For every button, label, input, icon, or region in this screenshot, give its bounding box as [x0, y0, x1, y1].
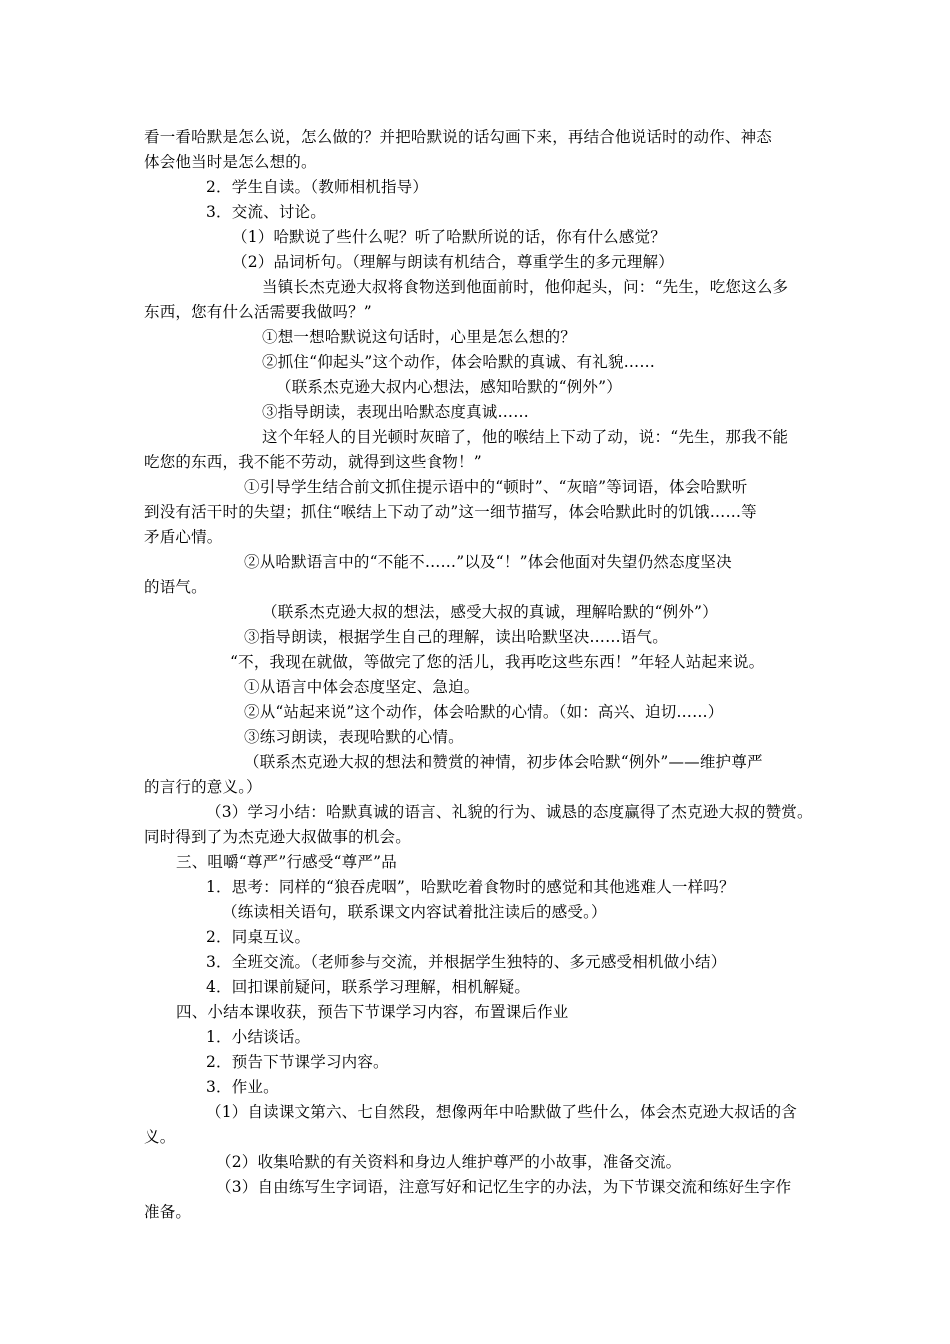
text-line: ②抓住“仰起头”这个动作，体会哈默的真诚、有礼貌…… [262, 353, 656, 371]
text-line: 2．预告下节课学习内容。 [206, 1053, 389, 1071]
text-line: 3．全班交流。（老师参与交流，并根据学生独特的、多元感受相机做小结） [206, 953, 727, 971]
text-line: 的语气。 [144, 578, 207, 596]
text-line: 东西，您有什么活需要我做吗？” [144, 303, 372, 321]
text-line: 2．同桌互议。 [206, 928, 311, 946]
text-line: （练读相关语句，联系课文内容试着批注读后的感受。） [222, 903, 607, 921]
text-line: 看一看哈默是怎么说，怎么做的？并把哈默说的话勾画下来，再结合他说话时的动作、神态 [144, 128, 773, 146]
text-line: （联系杰克逊大叔的想法和赞赏的神情，初步体会哈默“例外”——维护尊严 [244, 753, 763, 771]
text-line: ②从哈默语言中的“不能不……”以及“！”体会他面对失望仍然态度坚决 [244, 553, 732, 571]
text-line: （3）学习小结：哈默真诚的语言、礼貌的行为、诚恳的态度赢得了杰克逊大叔的赞赏。 [206, 803, 813, 821]
text-line: 1．思考：同样的“狼吞虎咽”，哈默吃着食物时的感觉和其他逃难人一样吗？ [206, 878, 735, 896]
text-line: “不，我现在就做，等做完了您的活儿，我再吃这些东西！”年轻人站起来说。 [230, 653, 765, 671]
text-line: 准备。 [144, 1203, 192, 1221]
text-line: 矛盾心情。 [144, 528, 223, 546]
text-line: 2．学生自读。（教师相机指导） [206, 178, 429, 196]
text-line: （联系杰克逊大叔的想法，感受大叔的真诚，理解哈默的“例外”） [262, 603, 718, 621]
text-line: ③指导朗读，根据学生自己的理解，读出哈默坚决……语气。 [244, 628, 668, 646]
text-line: 这个年轻人的目光顿时灰暗了，他的喉结上下动了动，说：“先生，那我不能 [262, 428, 789, 446]
text-line: ③指导朗读，表现出哈默态度真诚…… [262, 403, 529, 421]
text-line: 到没有活干时的失望；抓住“喉结上下动了动”这一细节描写，体会哈默此时的饥饿……等 [144, 503, 757, 521]
text-line: （1）哈默说了些什么呢？听了哈默所说的话，你有什么感觉？ [232, 228, 666, 246]
text-line: 义。 [144, 1128, 176, 1146]
text-line: 4．回扣课前疑问，联系学习理解，相机解疑。 [206, 978, 531, 996]
text-line: （2）品词析句。（理解与朗读有机结合，尊重学生的多元理解） [232, 253, 674, 271]
text-line: （1）自读课文第六、七自然段，想像两年中哈默做了些什么，体会杰克逊大叔话的含 [206, 1103, 797, 1121]
section-heading: 三、咀嚼“尊严”行感受“尊严”品 [176, 853, 397, 871]
text-line: ③练习朗读，表现哈默的心情。 [244, 728, 464, 746]
text-line: （联系杰克逊大叔内心想法，感知哈默的“例外”） [276, 378, 622, 396]
text-line: 吃您的东西，我不能不劳动，就得到这些食物！” [144, 453, 482, 471]
text-line: 3．交流、讨论。 [206, 203, 326, 221]
text-line: 当镇长杰克逊大叔将食物送到他面前时，他仰起头，问：“先生，吃您这么多 [262, 278, 789, 296]
text-line: ①引导学生结合前文抓住提示语中的“顿时”、“灰暗”等词语，体会哈默听 [244, 478, 748, 496]
text-line: 同时得到了为杰克逊大叔做事的机会。 [144, 828, 411, 846]
text-line: 体会他当时是怎么想的。 [144, 153, 317, 171]
text-line: ①从语言中体会态度坚定、急迫。 [244, 678, 480, 696]
text-line: ②从“站起来说”这个动作，体会哈默的心情。（如：高兴、迫切……） [244, 703, 724, 721]
text-line: （3）自由练写生字词语，注意写好和记忆生字的办法，为下节课交流和练好生字作 [216, 1178, 792, 1196]
text-line: 的言行的意义。） [144, 778, 262, 796]
text-line: 3．作业。 [206, 1078, 279, 1096]
text-line: （2）收集哈默的有关资料和身边人维护尊严的小故事，准备交流。 [216, 1153, 682, 1171]
section-heading: 四、小结本课收获，预告下节课学习内容，布置课后作业 [176, 1003, 569, 1021]
text-line: 1．小结谈话。 [206, 1028, 311, 1046]
text-line: ①想一想哈默说这句话时，心里是怎么想的？ [262, 328, 577, 346]
